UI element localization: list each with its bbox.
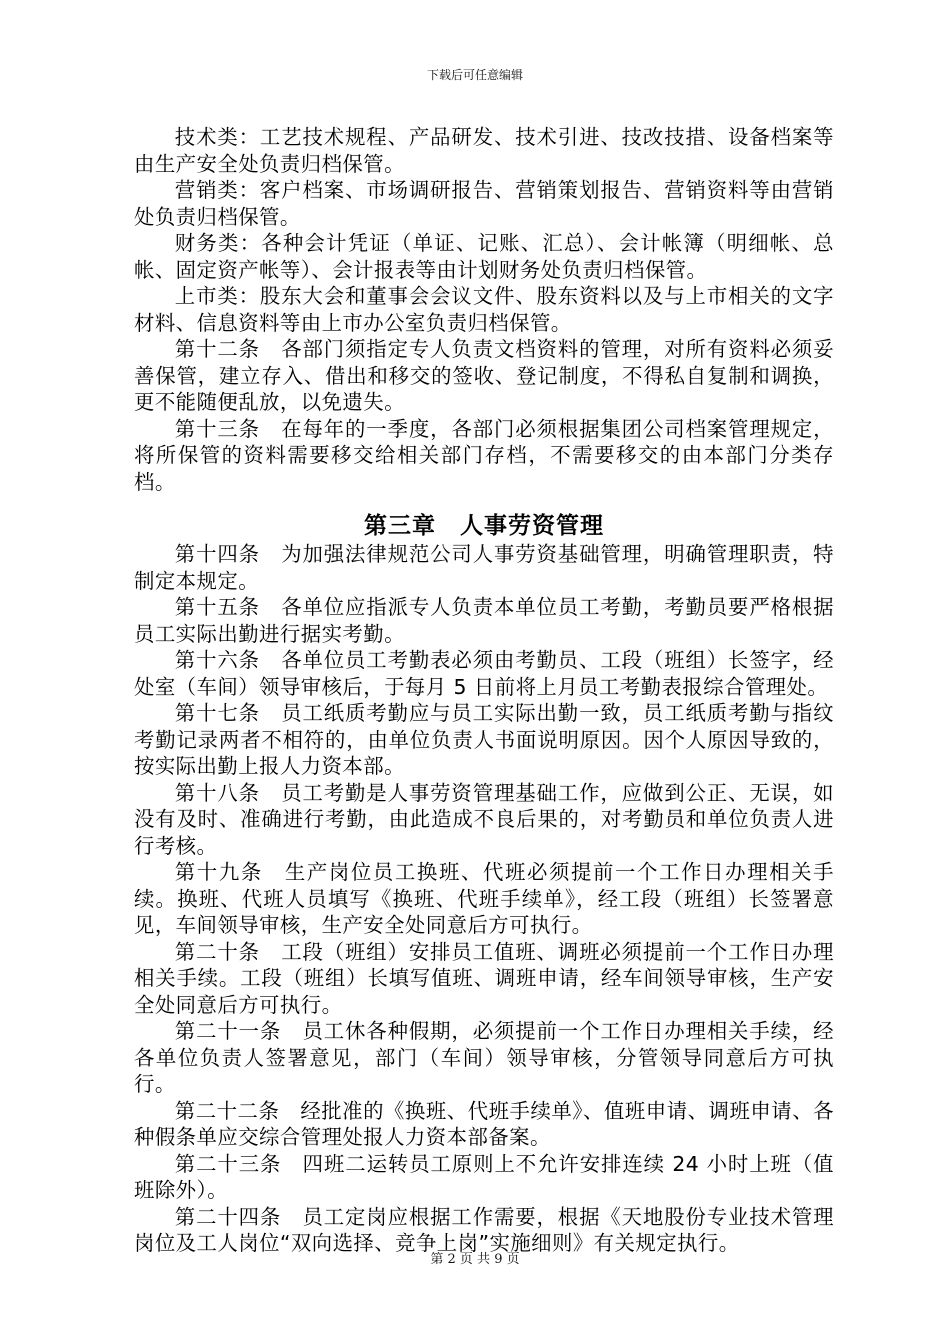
- chapter-title: 第三章 人事劳资管理: [364, 513, 604, 539]
- article-16: 第十六条 各单位员工考勤表必须由考勤员、工段（班组）长签字，经处室（车间）领导审核后，于每月 5 日前将上月员工考勤表报综合管理处。: [134, 648, 834, 699]
- page-footer: 第 2 页 共 9 页: [430, 1252, 520, 1267]
- article-23: 第二十三条 四班二运转员工原则上不允许安排连续 24 小时上班（值班除外）。: [134, 1151, 834, 1202]
- article-18: 第十八条 员工考勤是人事劳资管理基础工作，应做到公正、无误，如没有及时、准确进行考勤，由此造成不良后果的，对考勤员和单位负责人进行考核。: [134, 780, 834, 858]
- article-20: 第二十条 工段（班组）安排员工值班、调班必须提前一个工作日办理相关手续。工段（班组）长填写值班、调班申请，经车间领导审核，生产安全处同意后方可执行。: [134, 939, 834, 1017]
- document-body: [134, 124, 834, 1257]
- article-22: 第二十二条 经批准的《换班、代班手续单》、值班申请、调班申请、各种假条单应交综合管理处报人力资本部备案。: [134, 1098, 834, 1149]
- page-header: 下载后可任意编辑: [426, 68, 523, 82]
- article-19: 第十九条 生产岗位员工换班、代班必须提前一个工作日办理相关手续。换班、代班人员填写《换班、代班手续单》，经工段（班组）长签署意见，车间领导审核，生产安全处同意后方可执行。: [134, 860, 834, 937]
- paragraph-listing: 上市类：股东大会和董事会会议文件、股东资料以及与上市相关的文字材料、信息资料等由上市办公室负责归档保管。: [134, 284, 834, 335]
- article-21: 第二十一条 员工休各种假期，必须提前一个工作日办理相关手续，经各单位负责人签署意见，部门（车间）领导审核，分管领导同意后方可执行。: [134, 1019, 834, 1096]
- article-15: 第十五条 各单位应指派专人负责本单位员工考勤，考勤员要严格根据员工实际出勤进行据实考勤。: [134, 595, 834, 646]
- article-13: 第十三条 在每年的一季度，各部门必须根据集团公司档案管理规定，将所保管的资料需要移交给相关部门存档，不需要移交的由本部门分类存档。: [134, 416, 834, 494]
- paragraph-technical: 技术类：工艺技术规程、产品研发、技术引进、技改技措、设备档案等由生产安全处负责归档保管。: [134, 125, 834, 176]
- article-17: 第十七条 员工纸质考勤应与员工实际出勤一致，员工纸质考勤与指纹考勤记录两者不相符的，由单位负责人书面说明原因。因个人原因导致的，按实际出勤上报人力资本部。: [134, 701, 834, 778]
- article-14: 第十四条 为加强法律规范公司人事劳资基础管理，明确管理职责，特制定本规定。: [134, 542, 834, 593]
- paragraph-marketing: 营销类：客户档案、市场调研报告、营销策划报告、营销资料等由营销处负责归档保管。: [134, 178, 834, 229]
- paragraph-finance: 财务类：各种会计凭证（单证、记账、汇总）、会计帐簿（明细帐、总帐、固定资产帐等）、会计报表等由计划财务处负责归档保管。: [134, 231, 834, 282]
- article-24: 第二十四条 员工定岗应根据工作需要，根据《天地股份专业技术管理岗位及工人岗位“双向选择、竞争上岗”实施细则》有关规定执行。: [134, 1204, 834, 1255]
- article-12: 第十二条 各部门须指定专人负责文档资料的管理，对所有资料必须妥善保管，建立存入、借出和移交的签收、登记制度，不得私自复制和调换，更不能随便乱放，以免遗失。: [134, 337, 834, 414]
